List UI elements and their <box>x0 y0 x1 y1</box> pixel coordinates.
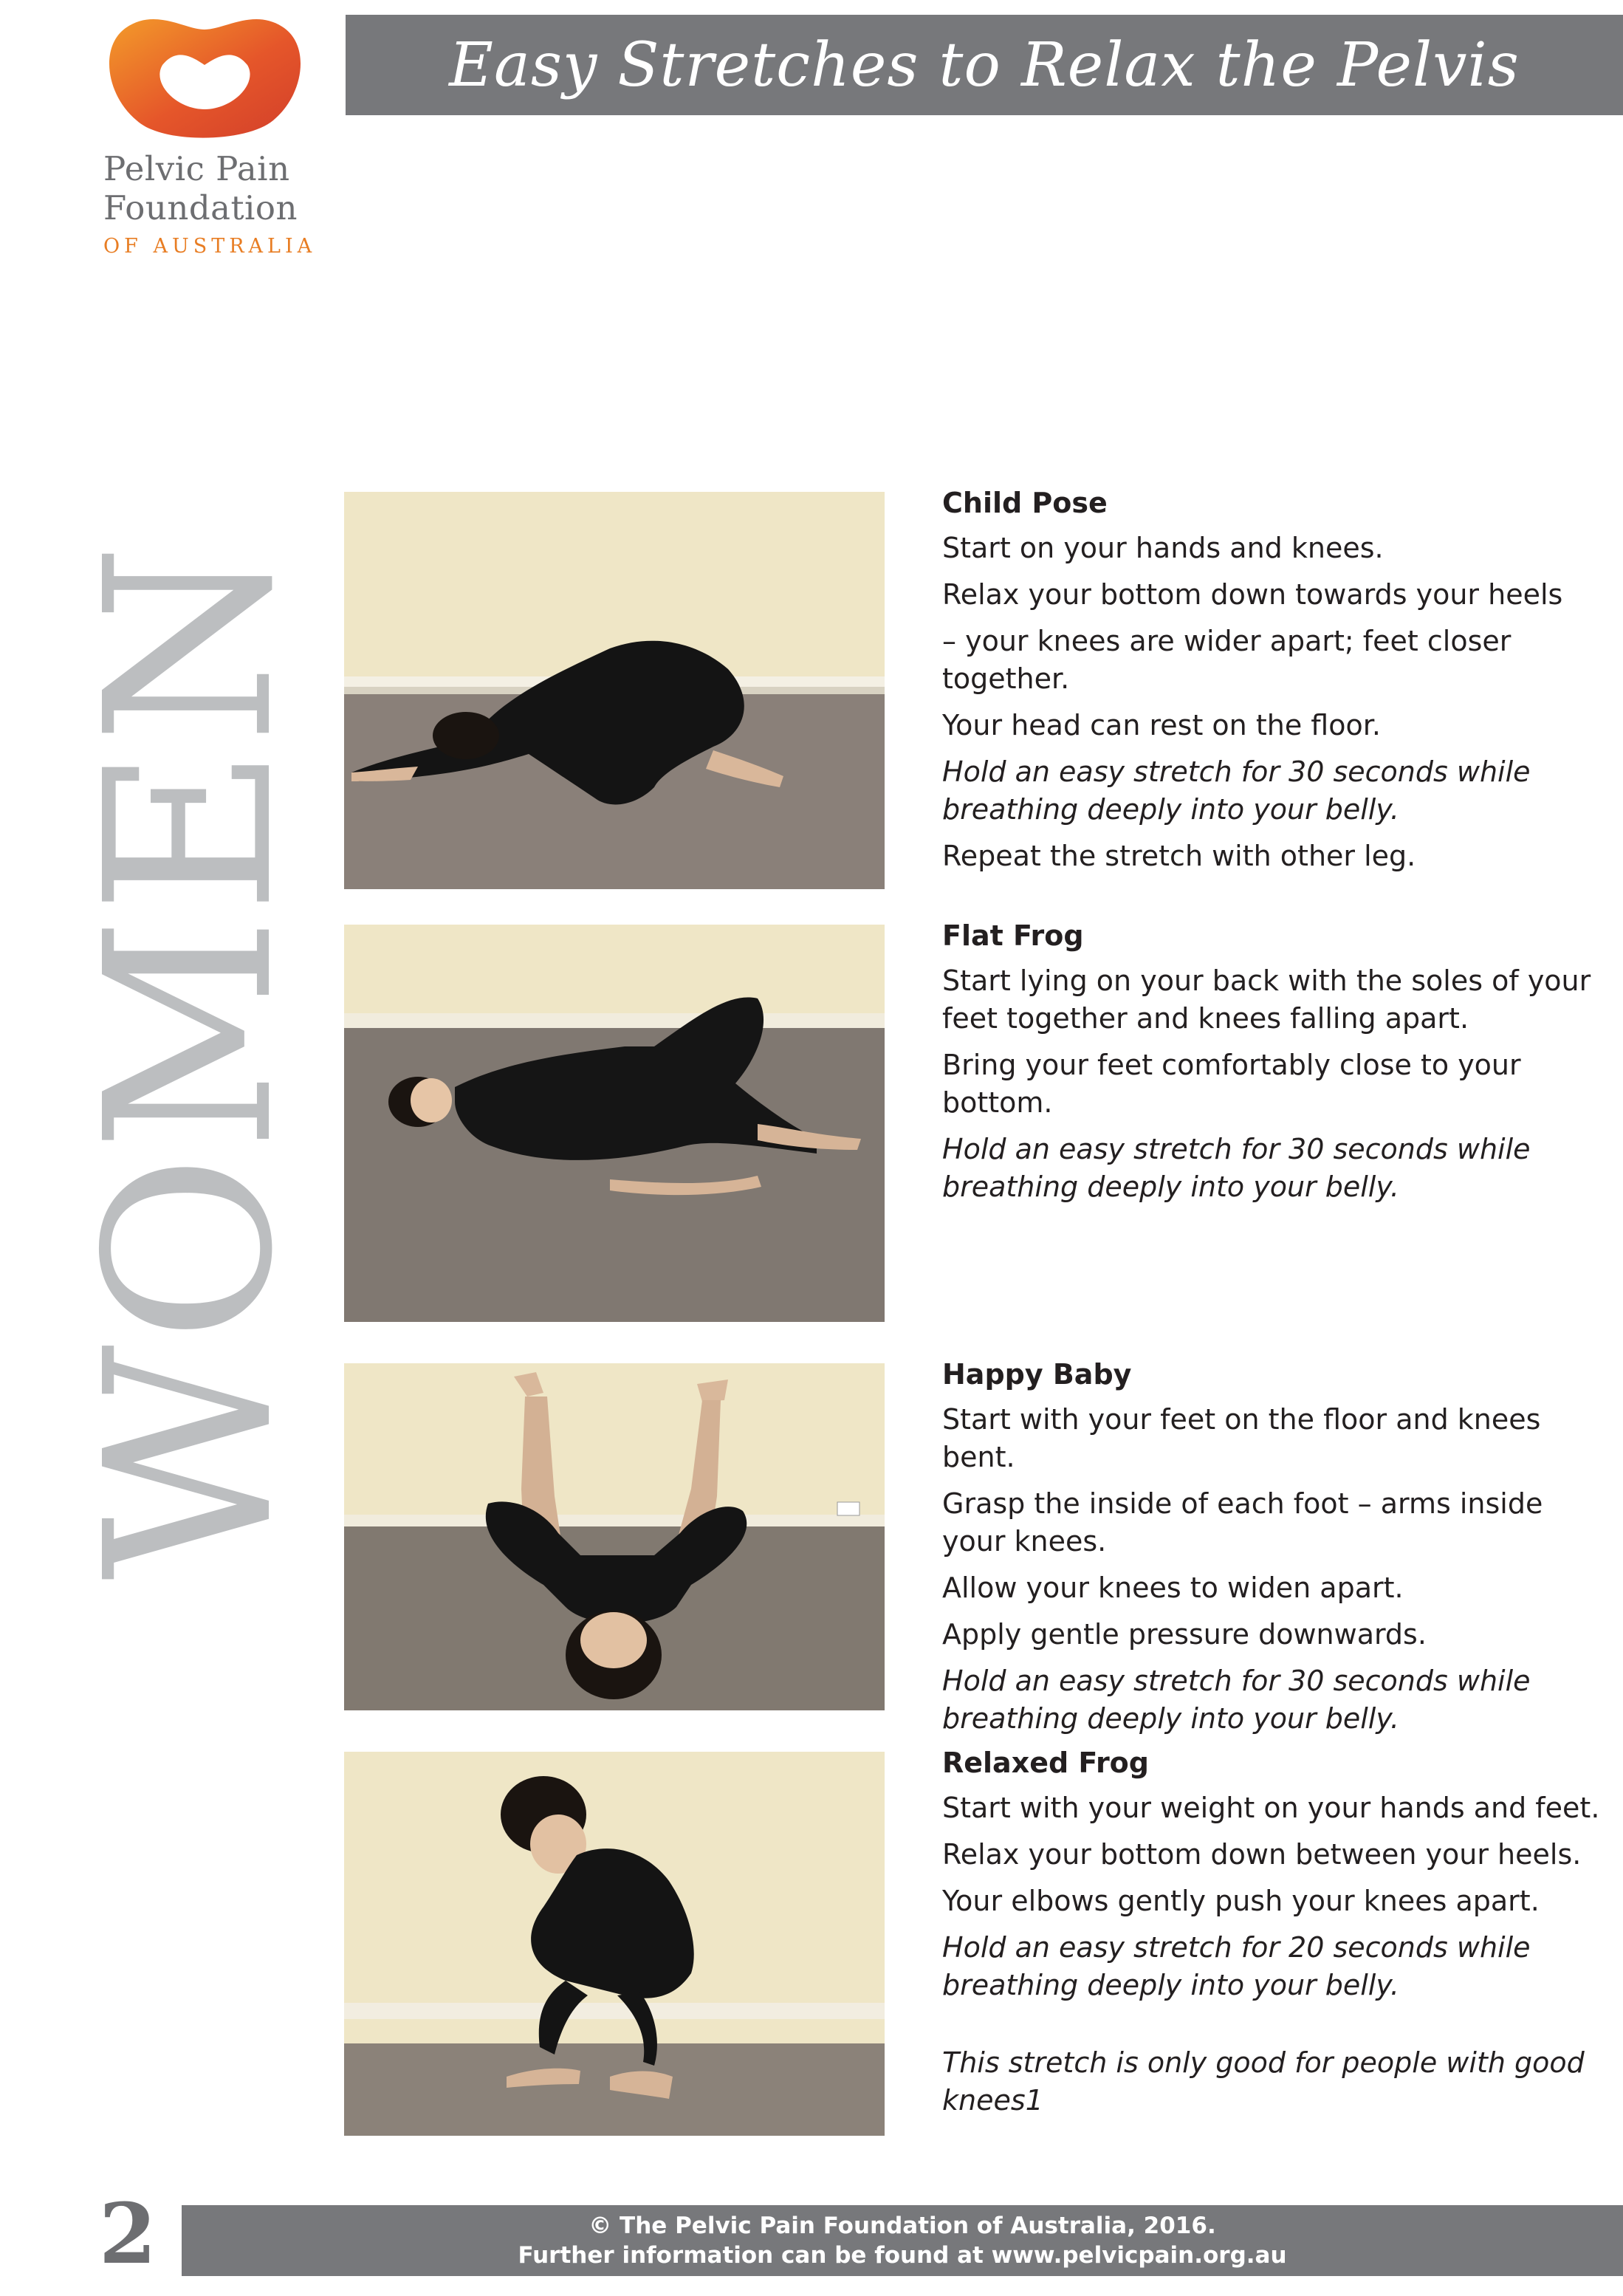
instruction-line: Apply gentle pressure downwards. <box>942 1618 1427 1651</box>
stretch-heading: Happy Baby <box>942 1358 1132 1391</box>
page-title: Easy Stretches to Relax the Pelvis <box>449 30 1520 100</box>
instruction-line: Relax your bottom down towards your heels <box>942 578 1563 611</box>
caution-note: This stretch is only good for people with good knees1 <box>942 2046 1585 2117</box>
stretch-heading: Relaxed Frog <box>942 1747 1149 1779</box>
side-label <box>57 455 323 1666</box>
website-text: Further information can be found at www.pelvicpain.org.au <box>518 2242 1287 2269</box>
hold-instruction: Hold an easy stretch for 30 seconds while breathing deeply into your belly. <box>942 755 1531 826</box>
instruction-line: Bring your feet comfortably close to your bottom. <box>942 1049 1521 1119</box>
stretch-happy-baby <box>942 1356 1607 1747</box>
relaxed-frog-photo <box>344 1752 885 2136</box>
happy-baby-photo <box>344 1363 885 1710</box>
instruction-line: Relax your bottom down between your heels. <box>942 1838 1582 1871</box>
side-label-text: WOMEN <box>57 541 323 1580</box>
hold-instruction: Hold an easy stretch for 30 seconds while breathing deeply into your belly. <box>942 1665 1531 1735</box>
stretch-heading: Flat Frog <box>942 919 1084 952</box>
logo-line-2: Foundation <box>103 188 298 227</box>
foundation-logo-icon <box>103 13 306 145</box>
instruction-line: Start lying on your back with the soles of your feet together and knees falling apart. <box>942 964 1591 1035</box>
page-number: 2 <box>99 2186 157 2283</box>
hold-instruction: Hold an easy stretch for 20 seconds while breathing deeply into your belly. <box>942 1931 1531 2001</box>
instruction-line: Allow your knees to widen apart. <box>942 1572 1404 1604</box>
instruction-line: Start on your hands and knees. <box>942 532 1384 564</box>
hold-instruction: Hold an easy stretch for 30 seconds while breathing deeply into your belly. <box>942 1133 1531 1203</box>
instruction-line: Start with your feet on the floor and knees bent. <box>942 1403 1541 1473</box>
stretch-child-pose <box>942 484 1607 884</box>
flat-frog-photo <box>344 925 885 1322</box>
child-pose-photo <box>344 492 885 889</box>
stretch-heading: Child Pose <box>942 487 1108 519</box>
copyright-text: © The Pelvic Pain Foundation of Australia, 2016. <box>589 2213 1216 2239</box>
instruction-line: Your head can rest on the floor. <box>942 709 1381 741</box>
title-bar <box>346 15 1623 115</box>
footer-bar <box>182 2205 1623 2276</box>
instruction-line: Repeat the stretch with other leg. <box>942 840 1416 872</box>
instruction-line: Start with your weight on your hands and feet. <box>942 1792 1600 1824</box>
instruction-line: Your elbows gently push your knees apart. <box>942 1885 1540 1917</box>
stretch-relaxed-frog <box>942 1744 1607 2119</box>
logo-line-1: Pelvic Pain <box>103 149 290 188</box>
logo-line-3: OF AUSTRALIA <box>103 235 317 258</box>
instruction-line: Grasp the inside of each foot – arms inside your knees. <box>942 1487 1543 1557</box>
instruction-line: – your knees are wider apart; feet closer together. <box>942 625 1512 695</box>
logo-wordmark <box>103 149 340 258</box>
stretch-flat-frog <box>942 917 1607 1215</box>
